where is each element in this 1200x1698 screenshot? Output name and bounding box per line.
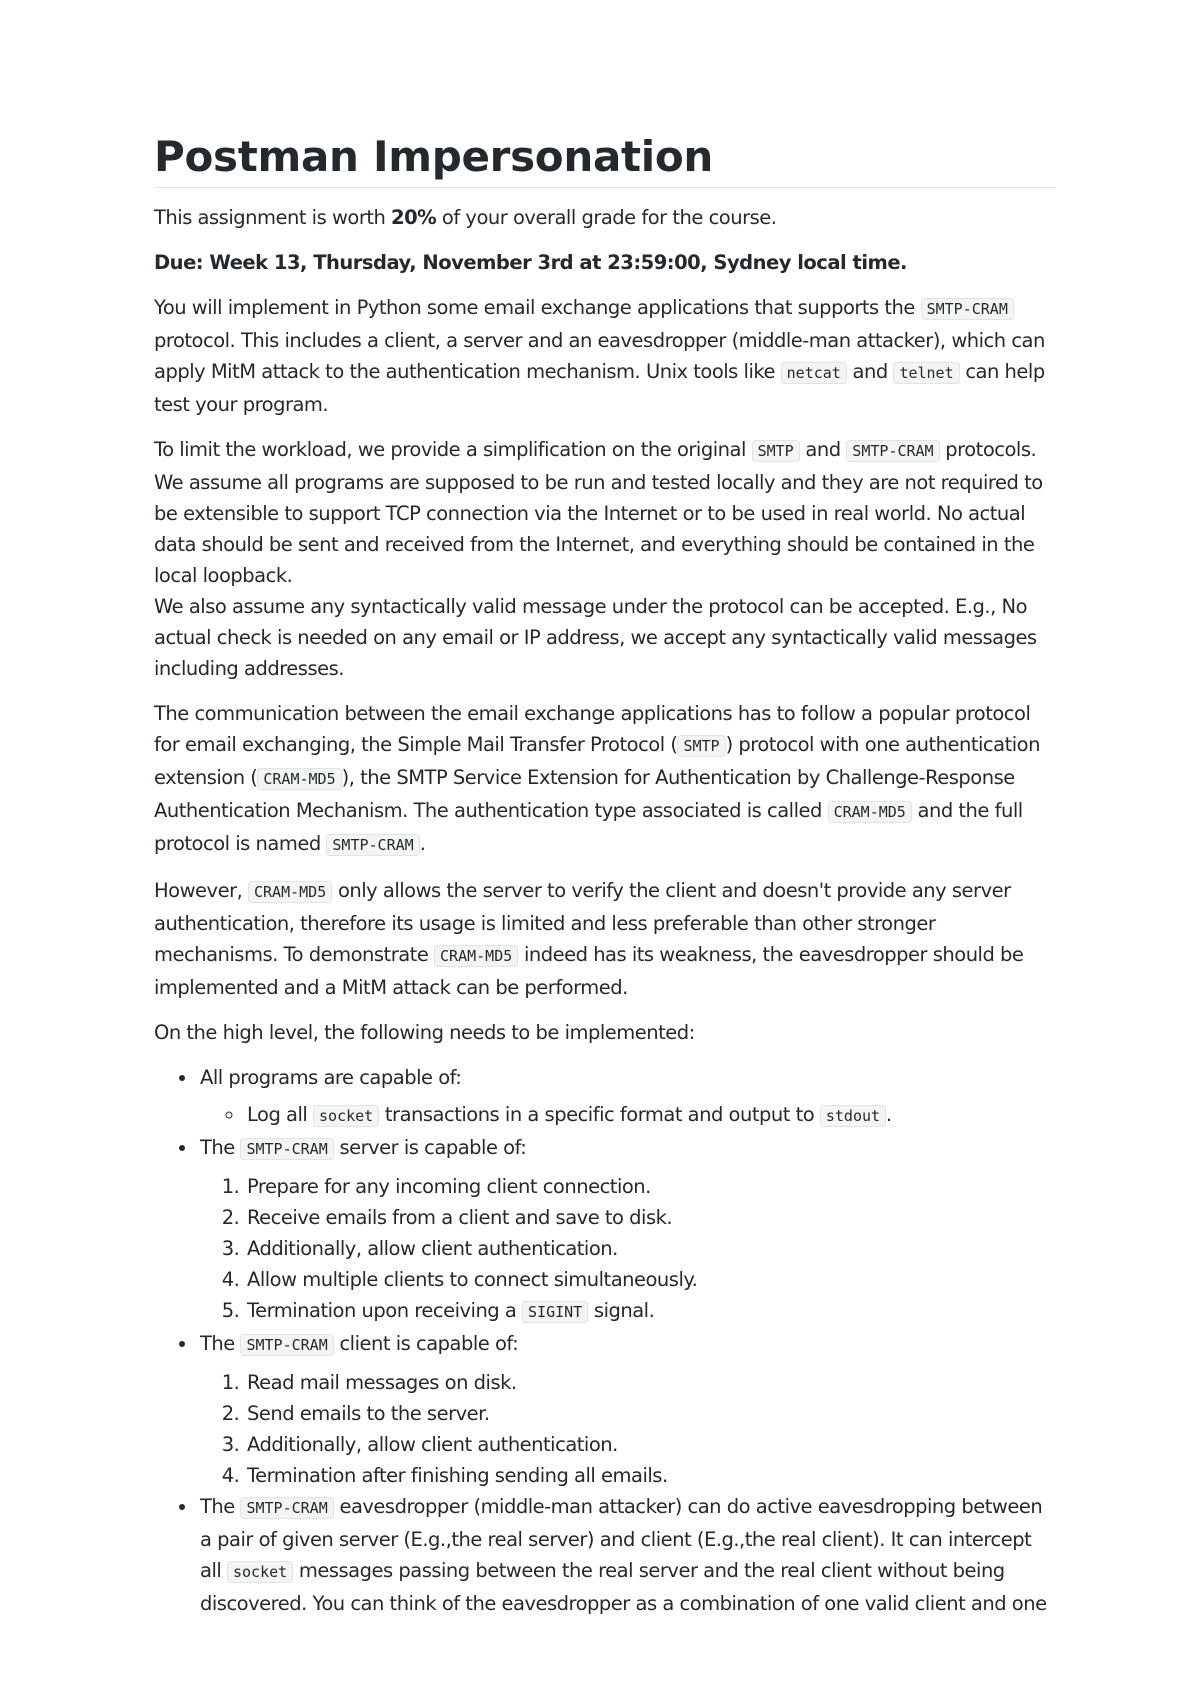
inline-code: telnet <box>893 362 959 384</box>
grade-worth-paragraph: This assignment is worth 20% of your overall grade for the course. <box>154 206 777 229</box>
sub-list <box>200 1099 1056 1132</box>
list-item: 3. Additionally, allow client authentication. <box>245 1429 1056 1460</box>
inline-code: stdout <box>820 1105 886 1127</box>
list-item-all-programs: • All programs are capable of: ◦ Log all socket transactions in a specific format and output to stdout . <box>198 1062 1056 1132</box>
list-item: 4. Allow multiple clients to connect simultaneously. <box>245 1264 1056 1295</box>
list-item: 4. Termination after finishing sending all emails. <box>245 1460 1056 1491</box>
list-item: 2. Send emails to the server. <box>245 1398 1056 1429</box>
inline-code: SMTP-CRAM <box>846 440 939 462</box>
protocol-paragraph: The communication between the email exchange applications has to follow a popular protocol for email exchanging, the Simple Mail Transfer Protocol ( SMTP ) protocol with one authentication extension ( CRAM-MD5 ), the SMTP Service Extension for Authentication by Challenge-Response Authentication Mechanism. The authentication type associated is called CRAM-MD5 and the full protocol is named SMTP-CRAM . <box>154 702 1040 855</box>
high-level-paragraph: On the high level, the following needs to be implemented: <box>154 1021 695 1044</box>
weakness-paragraph: However, CRAM-MD5 only allows the server to verify the client and doesn't provide any server authentication, therefore its usage is limited and less preferable than other stronger mechanisms. To demonstrate CRAM-MD5 indeed has its weakness, the eavesdropper should be implemented and a MitM attack can be performed. <box>154 879 1024 999</box>
server-capabilities-list <box>200 1171 1056 1328</box>
list-item: ◦ Log all socket transactions in a specific format and output to stdout . <box>245 1099 1056 1132</box>
inline-code: SIGINT <box>522 1301 588 1323</box>
inline-code: CRAM-MD5 <box>828 801 912 823</box>
inline-code: SMTP <box>752 440 800 462</box>
inline-code: SMTP <box>677 735 725 757</box>
overview-paragraph: You will implement in Python some email exchange applications that supports the SMTP-CRAM protocol. This includes a client, a server and an eavesdropper (middle-man attacker), which can apply MitM attack to the authentication mechanism. Unix tools like netcat and telnet can help test your program. <box>154 296 1045 416</box>
list-item-eavesdropper: • The SMTP-CRAM eavesdropper (middle-man attacker) can do active eavesdropping between a pair of given server (E.g.,the real server) and client (E.g.,the real client). It can intercept all socket messages passing between the real server and the real client without being discovered. You can think of the eavesdropper as a combination of one valid client and one <box>198 1491 1056 1619</box>
list-item: 1. Prepare for any incoming client connection. <box>245 1171 1056 1202</box>
due-date-paragraph <box>154 247 1056 278</box>
list-item-client: • The SMTP-CRAM client is capable of: 1. Read mail messages on disk. 2. Send emails to the server. 3. Additionally, allow client authentication. 4. Termination after finishing sending all emails. <box>198 1328 1056 1491</box>
due-date: Due: Week 13, Thursday, November 3rd at 23:59:00, Sydney local time. <box>154 251 907 274</box>
inline-code: SMTP-CRAM <box>326 834 419 856</box>
list-item: 5. Termination upon receiving a SIGINT signal. <box>245 1295 1056 1328</box>
inline-code: SMTP-CRAM <box>921 298 1014 320</box>
list-item-server: • The SMTP-CRAM server is capable of: 1. Prepare for any incoming client connection. 2. Receive emails from a client and save to disk. 3. Additionally, allow client authentication. 4. Allow multiple clients to connect simultaneously. 5. Termination upon receiving a SIGINT signal. <box>198 1132 1056 1328</box>
inline-code: SMTP-CRAM <box>240 1497 333 1519</box>
grade-percentage: 20% <box>391 206 437 229</box>
inline-code: CRAM-MD5 <box>434 945 518 967</box>
inline-code: SMTP-CRAM <box>240 1334 333 1356</box>
simplification-paragraph: To limit the workload, we provide a simplification on the original SMTP and SMTP-CRAM protocols. We assume all programs are supposed to be run and tested locally and they are not required to be extensible to support TCP connection via the Internet or to be used in real world. No actual data should be sent and received from the Internet, and everything should be contained in the local loopback. We also assume any syntactically valid message under the protocol can be accepted. E.g., No actual check is needed on any email or IP address, we accept any syntactically valid messages including addresses. <box>154 438 1043 680</box>
list-item: 2. Receive emails from a client and save to disk. <box>245 1202 1056 1233</box>
page-title: Postman Impersonation <box>154 130 1056 188</box>
list-item: 1. Read mail messages on disk. <box>245 1367 1056 1398</box>
inline-code: socket <box>227 1561 293 1583</box>
inline-code: netcat <box>781 362 847 384</box>
client-capabilities-list <box>200 1367 1056 1491</box>
inline-code: CRAM-MD5 <box>257 768 341 790</box>
inline-code: SMTP-CRAM <box>240 1138 333 1160</box>
list-item: 3. Additionally, allow client authentication. <box>245 1233 1056 1264</box>
requirements-list <box>154 1062 1056 1619</box>
inline-code: socket <box>313 1105 379 1127</box>
inline-code: CRAM-MD5 <box>248 881 332 903</box>
